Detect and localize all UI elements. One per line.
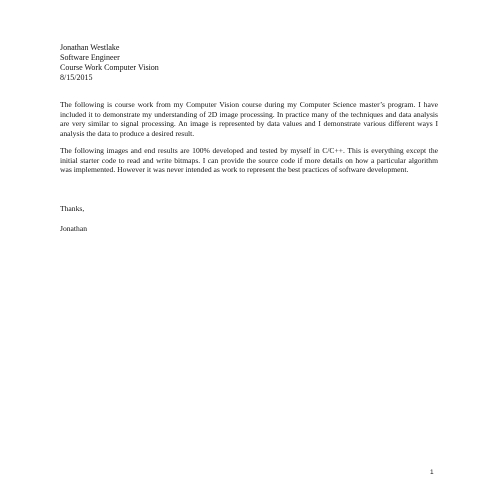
body-paragraph-2: The following images and end results are 100% developed and tested by myself in C/C++. This is everything except the initial starter code to read and write bitmaps. I can provide the source code if more details on how a particular algorithm was implemented. However it was never intended as work to represent the best practices of software development. bbox=[60, 146, 438, 175]
letter-date: 8/15/2015 bbox=[60, 73, 93, 82]
page-number: 1 bbox=[430, 469, 434, 476]
letter-subject: Course Work Computer Vision bbox=[60, 63, 159, 72]
author-role: Software Engineer bbox=[60, 53, 120, 62]
letter-header bbox=[60, 43, 159, 83]
body-paragraph-1: The following is course work from my Computer Vision course during my Computer Science master’s program. I have included it to demonstrate my understanding of 2D image processing. In practice many of the techniques and data analysis are very similar to signal processing. An image is represented by data values and I demonstrate various different ways I analysis the data to produce a desired result. bbox=[60, 100, 438, 138]
closing-signature: Jonathan bbox=[60, 224, 87, 233]
closing-thanks: Thanks, bbox=[60, 204, 85, 213]
author-name: Jonathan Westlake bbox=[60, 43, 120, 52]
